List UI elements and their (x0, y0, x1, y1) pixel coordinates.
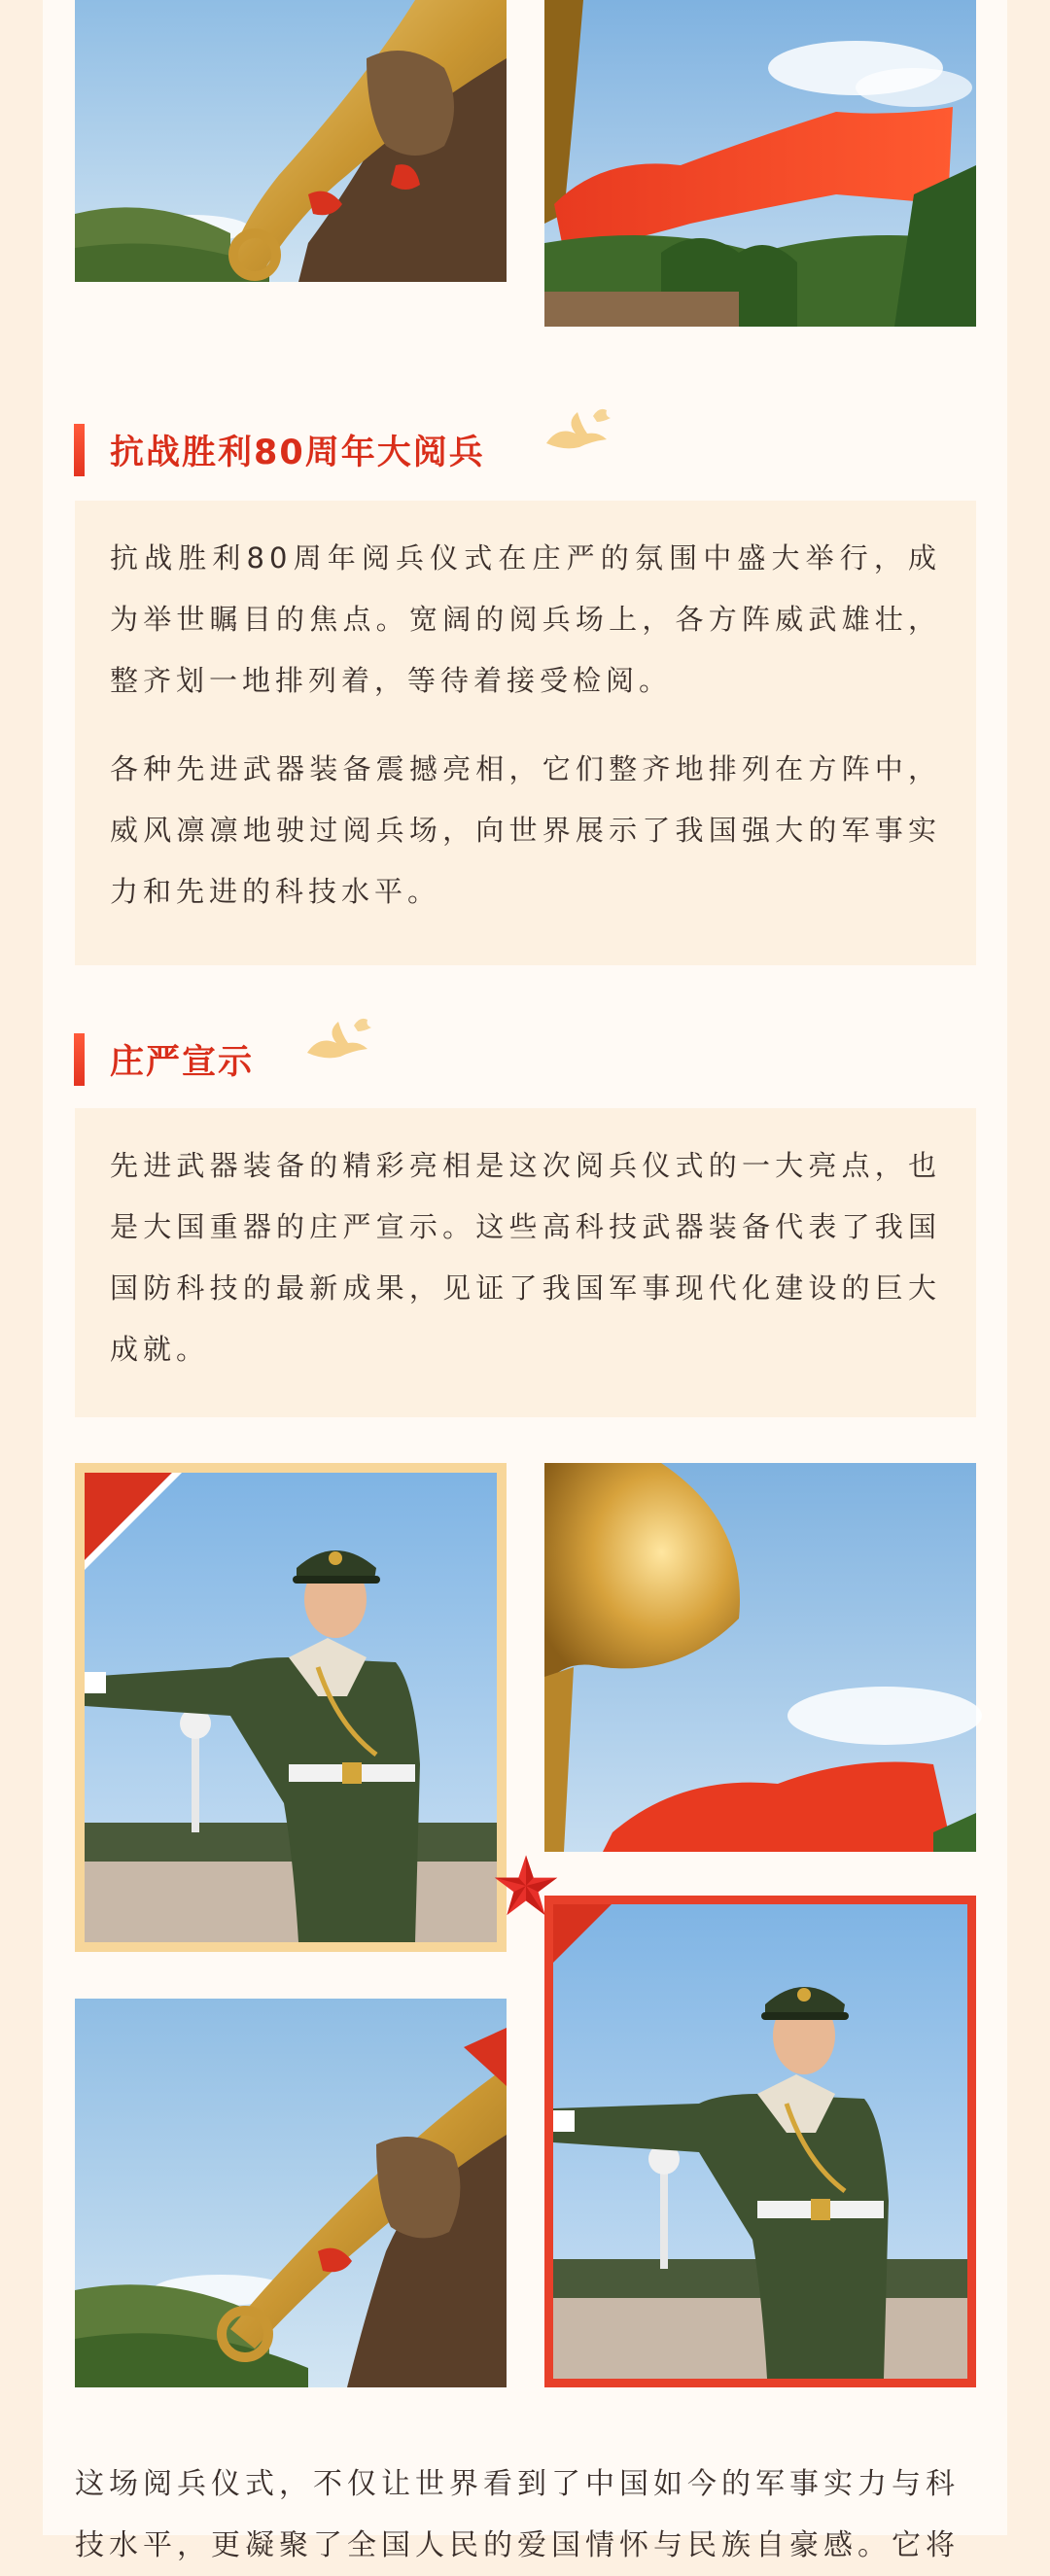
honor-guard-soldier-photo (75, 1463, 507, 1952)
bugle-statue-photo (75, 0, 507, 282)
dove-icon (298, 1006, 385, 1064)
section-title: 庄严宣示 (110, 1043, 255, 1082)
dove-icon (537, 397, 624, 455)
section-heading (74, 1032, 254, 1087)
bugle-statue-photo (75, 1999, 507, 2387)
paragraph: 抗战胜利80周年阅兵仪式在庄严的氛围中盛大举行，成为举世瞩目的焦点。宽阔的阅兵场上，各方阵威武雄壮，整齐划一地排列着，等待着接受检阅。 (110, 541, 941, 697)
section-accent-bar (74, 424, 85, 476)
red-star-icon (492, 1852, 560, 1920)
section-title: 抗战胜利80周年大阅兵 (110, 434, 485, 472)
honor-guard-soldier-photo (544, 1896, 976, 2387)
article-page (43, 0, 1007, 2562)
section-accent-bar (74, 1033, 85, 1086)
section-heading (74, 423, 485, 477)
red-ribbon-statue-photo (544, 0, 976, 327)
section-text-box (75, 501, 976, 965)
paragraph: 各种先进武器装备震撼亮相，它们整齐地排列在方阵中，威风凛凛地驶过阅兵场，向世界展示了我国强大的军事实力和先进的科技水平。 (110, 752, 941, 908)
closing-paragraph: 这场阅兵仪式，不仅让世界看到了中国如今的军事实力与科技水平，更凝聚了全国人民的爱国情怀与民族自豪感。它将 (75, 2467, 960, 2562)
paragraph: 先进武器装备的精彩亮相是这次阅兵仪式的一大亮点，也是大国重器的庄严宣示。这些高科技武器装备代表了我国国防科技的最新成果，见证了我国军事现代化建设的巨大成就。 (110, 1149, 941, 1366)
section-text-box (75, 1108, 976, 1417)
golden-bugle-red-ribbon-photo (544, 1463, 976, 1852)
